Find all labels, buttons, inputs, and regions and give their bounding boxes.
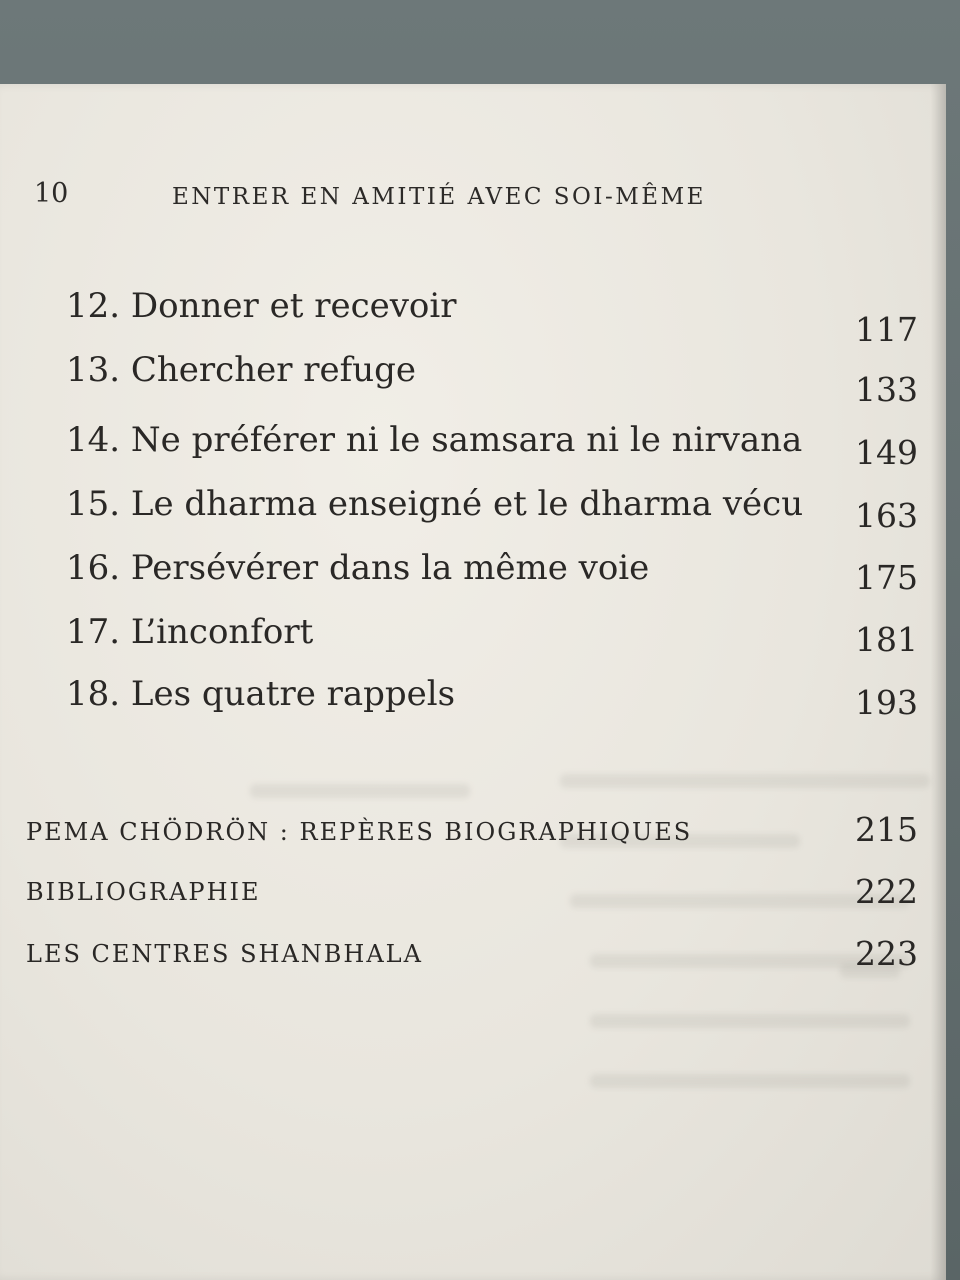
toc-entry <box>66 612 313 652</box>
back-matter-title: BIBLIOGRAPHIE <box>26 878 261 906</box>
back-matter-title: LES CENTRES SHANBHALA <box>26 940 423 968</box>
toc-entry <box>66 286 457 326</box>
chapter-number: 14. <box>66 420 121 460</box>
toc-back-matter-entry <box>26 878 261 906</box>
chapter-title: Persévérer dans la même voie <box>130 548 650 588</box>
toc-entry <box>66 484 803 524</box>
back-matter-page: 222 <box>855 872 918 911</box>
chapter-number: 15. <box>66 484 121 524</box>
toc-back-matter-entry <box>26 818 692 846</box>
chapter-number: 18. <box>66 674 121 714</box>
chapter-number: 17. <box>66 612 121 652</box>
chapter-page: 175 <box>855 558 918 597</box>
chapter-title: Ne préférer ni le samsara ni le nirvana <box>130 420 803 460</box>
chapter-number: 13. <box>66 350 121 390</box>
chapter-title: Chercher refuge <box>130 350 417 390</box>
toc-entry <box>66 548 649 588</box>
chapter-page: 163 <box>855 496 918 535</box>
book-title: ENTRER EN AMITIÉ AVEC SOI-MÊME <box>172 184 706 210</box>
back-matter-title: PEMA CHÖDRÖN : REPÈRES BIOGRAPHIQUES <box>26 818 693 846</box>
chapter-page: 117 <box>855 310 918 349</box>
back-matter-page: 215 <box>855 810 918 849</box>
toc-entry <box>66 420 802 460</box>
toc-entry <box>66 350 416 390</box>
chapter-page: 193 <box>855 683 918 722</box>
toc-entry <box>66 674 455 714</box>
chapter-title: Donner et recevoir <box>130 286 457 326</box>
chapter-page: 149 <box>855 433 918 472</box>
chapter-number: 16. <box>66 548 121 588</box>
page-number: 10 <box>34 178 69 209</box>
chapter-title: L’inconfort <box>130 612 314 652</box>
chapter-title: Le dharma enseigné et le dharma vécu <box>130 484 804 524</box>
chapter-page: 133 <box>855 370 918 409</box>
back-matter-page: 223 <box>855 934 918 973</box>
chapter-title: Les quatre rappels <box>130 674 456 714</box>
chapter-page: 181 <box>855 620 918 659</box>
chapter-number: 12. <box>66 286 121 326</box>
toc-back-matter-entry <box>26 940 423 968</box>
